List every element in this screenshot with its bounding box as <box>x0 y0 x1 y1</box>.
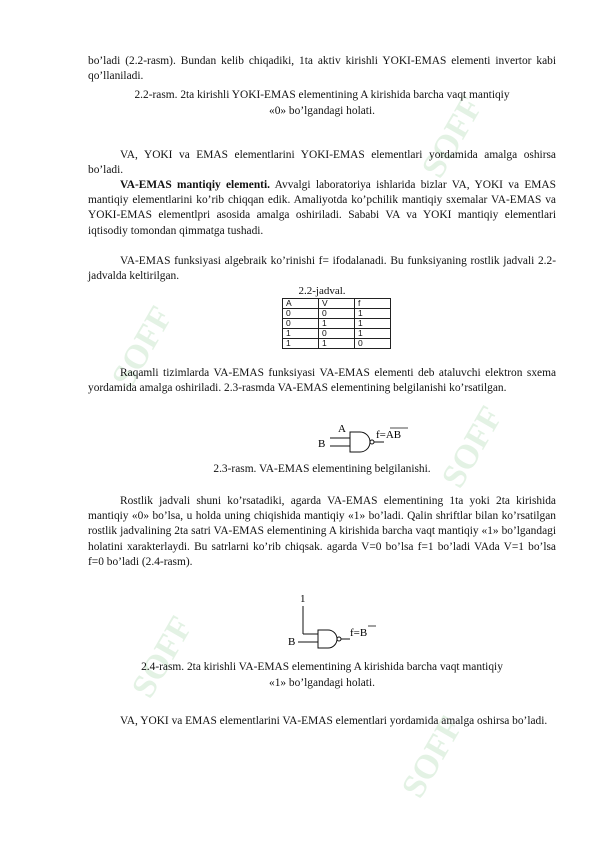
table-header-row <box>283 299 391 309</box>
figure-caption-2-4-line1: 2.4-rasm. 2ta kirishli VA-EMAS elementining A kirishida barcha vaqt mantiqiy <box>141 661 503 673</box>
input-b-label: B <box>318 438 326 450</box>
table-cell: 0 <box>355 339 391 349</box>
table-row <box>283 319 391 329</box>
nand-gate-constant-input-diagram <box>286 592 386 654</box>
table-cell: 1 <box>283 339 319 349</box>
table-row <box>283 329 391 339</box>
output-label: f=B <box>350 627 368 639</box>
table-cell: 1 <box>355 329 391 339</box>
table-cell: 1 <box>355 309 391 319</box>
table-cell: 1 <box>283 329 319 339</box>
table-caption: 2.2-jadval. <box>298 285 346 297</box>
table-header-cell: f <box>355 299 391 309</box>
paragraph-va-emas-body: Avvalgi laboratoriya ishlarida bizlar VA, YOKI va EMAS mantiqiy elementlarini ko’rib chiqqan edik. Amaliyotda ko’pchilik mantiqiy sxemalar VA-EMAS va YOKI-EMAS elementlpri asosida amalga oshiriladi. Sababi VA va YOKI mantiqiy elementlari iqtisodiy tomondan qimmatga tushadi. <box>88 179 556 237</box>
table-cell: 1 <box>319 319 355 329</box>
truth-table <box>282 298 391 349</box>
table-cell: 0 <box>283 319 319 329</box>
svg-text:SOFF: SOFF <box>104 300 181 394</box>
paragraph-closing: VA, YOKI va EMAS elementlarini VA-EMAS elementlari yordamida amalga oshirsa bo’ladi. <box>120 715 548 727</box>
table-cell: 0 <box>283 309 319 319</box>
input-a-label: A <box>338 423 346 435</box>
svg-text:SOFF: SOFF <box>414 90 491 184</box>
svg-text:SOFF: SOFF <box>124 610 201 704</box>
paragraph-analysis: Rostlik jadvali shuni ko’rsatadiki, agarda VA-EMAS elementining 1ta yoki 2ta kirishida mantiqiy «0» bo’lsa, u holda uning chiqishida mantiqiy «1» bo’ladi. Qalin shriftlar bilan ko’rsatilgan rostlik jadvalining 2ta satri VA-EMAS elementining A kirishida barcha vaqt mantiqiy «1» bo’lgandagi holatini xarakterlaydi. Bu satrlarni ko’rib chiqsak. agarda V=0 bo’lsa f=1 bo’ladi VAda V=1 bo’lsa f=0 bo’ladi (2.4-rasm). <box>88 495 556 568</box>
svg-text:SOFF: SOFF <box>394 710 471 804</box>
figure-caption-2-3: 2.3-rasm. VA-EMAS elementining belgilanishi. <box>213 463 431 475</box>
figure-caption-2-2-line1: 2.2-rasm. 2ta kirishli YOKI-EMAS elementining A kirishida barcha vaqt mantiqiy <box>134 89 510 101</box>
table-header-cell: V <box>319 299 355 309</box>
paragraph-implementation: Raqamli tizimlarda VA-EMAS funksiyasi VA-EMAS elementi deb ataluvchi elektron sxema yordamida amalga oshiriladi. 2.3-rasmda VA-EMAS elementining belgilanishi ko’rsatilgan. <box>88 367 556 395</box>
paragraph-function: VA-EMAS funksiyasi algebraik ko’rinishi f= ifodalanadi. Bu funksiyaning rostlik jadvali 2.2-jadvalda keltirilgan. <box>88 255 556 283</box>
nand-gate-diagram <box>316 418 416 458</box>
table-cell: 0 <box>319 329 355 339</box>
constant-input-label: 1 <box>300 593 306 605</box>
paragraph-yoki-emas: VA, YOKI va EMAS elementlarini YOKI-EMAS elementlari yordamida amalga oshirsa bo’ladi. <box>88 149 556 177</box>
table-header-cell: A <box>283 299 319 309</box>
paragraph-intro: bo’ladi (2.2-rasm). Bundan kelib chiqadiki, 1ta aktiv kirishli YOKI-EMAS elementi invertor kabi qo’llaniladi. <box>88 55 556 83</box>
table-row <box>283 339 391 349</box>
table-cell: 1 <box>355 319 391 329</box>
table-cell: 0 <box>319 309 355 319</box>
section-heading: VA-EMAS mantiqiy elementi. <box>120 179 270 191</box>
table-cell: 1 <box>319 339 355 349</box>
input-b-label: B <box>288 636 296 648</box>
figure-caption-2-4-line2: «1» bo’lgandagi holati. <box>269 677 375 689</box>
output-label: f=AB <box>376 429 402 441</box>
figure-caption-2-2-line2: «0» bo’lgandagi holati. <box>269 105 375 117</box>
table-row <box>283 309 391 319</box>
paragraph-va-emas-intro <box>88 178 556 239</box>
svg-text:SOFF: SOFF <box>434 400 511 494</box>
